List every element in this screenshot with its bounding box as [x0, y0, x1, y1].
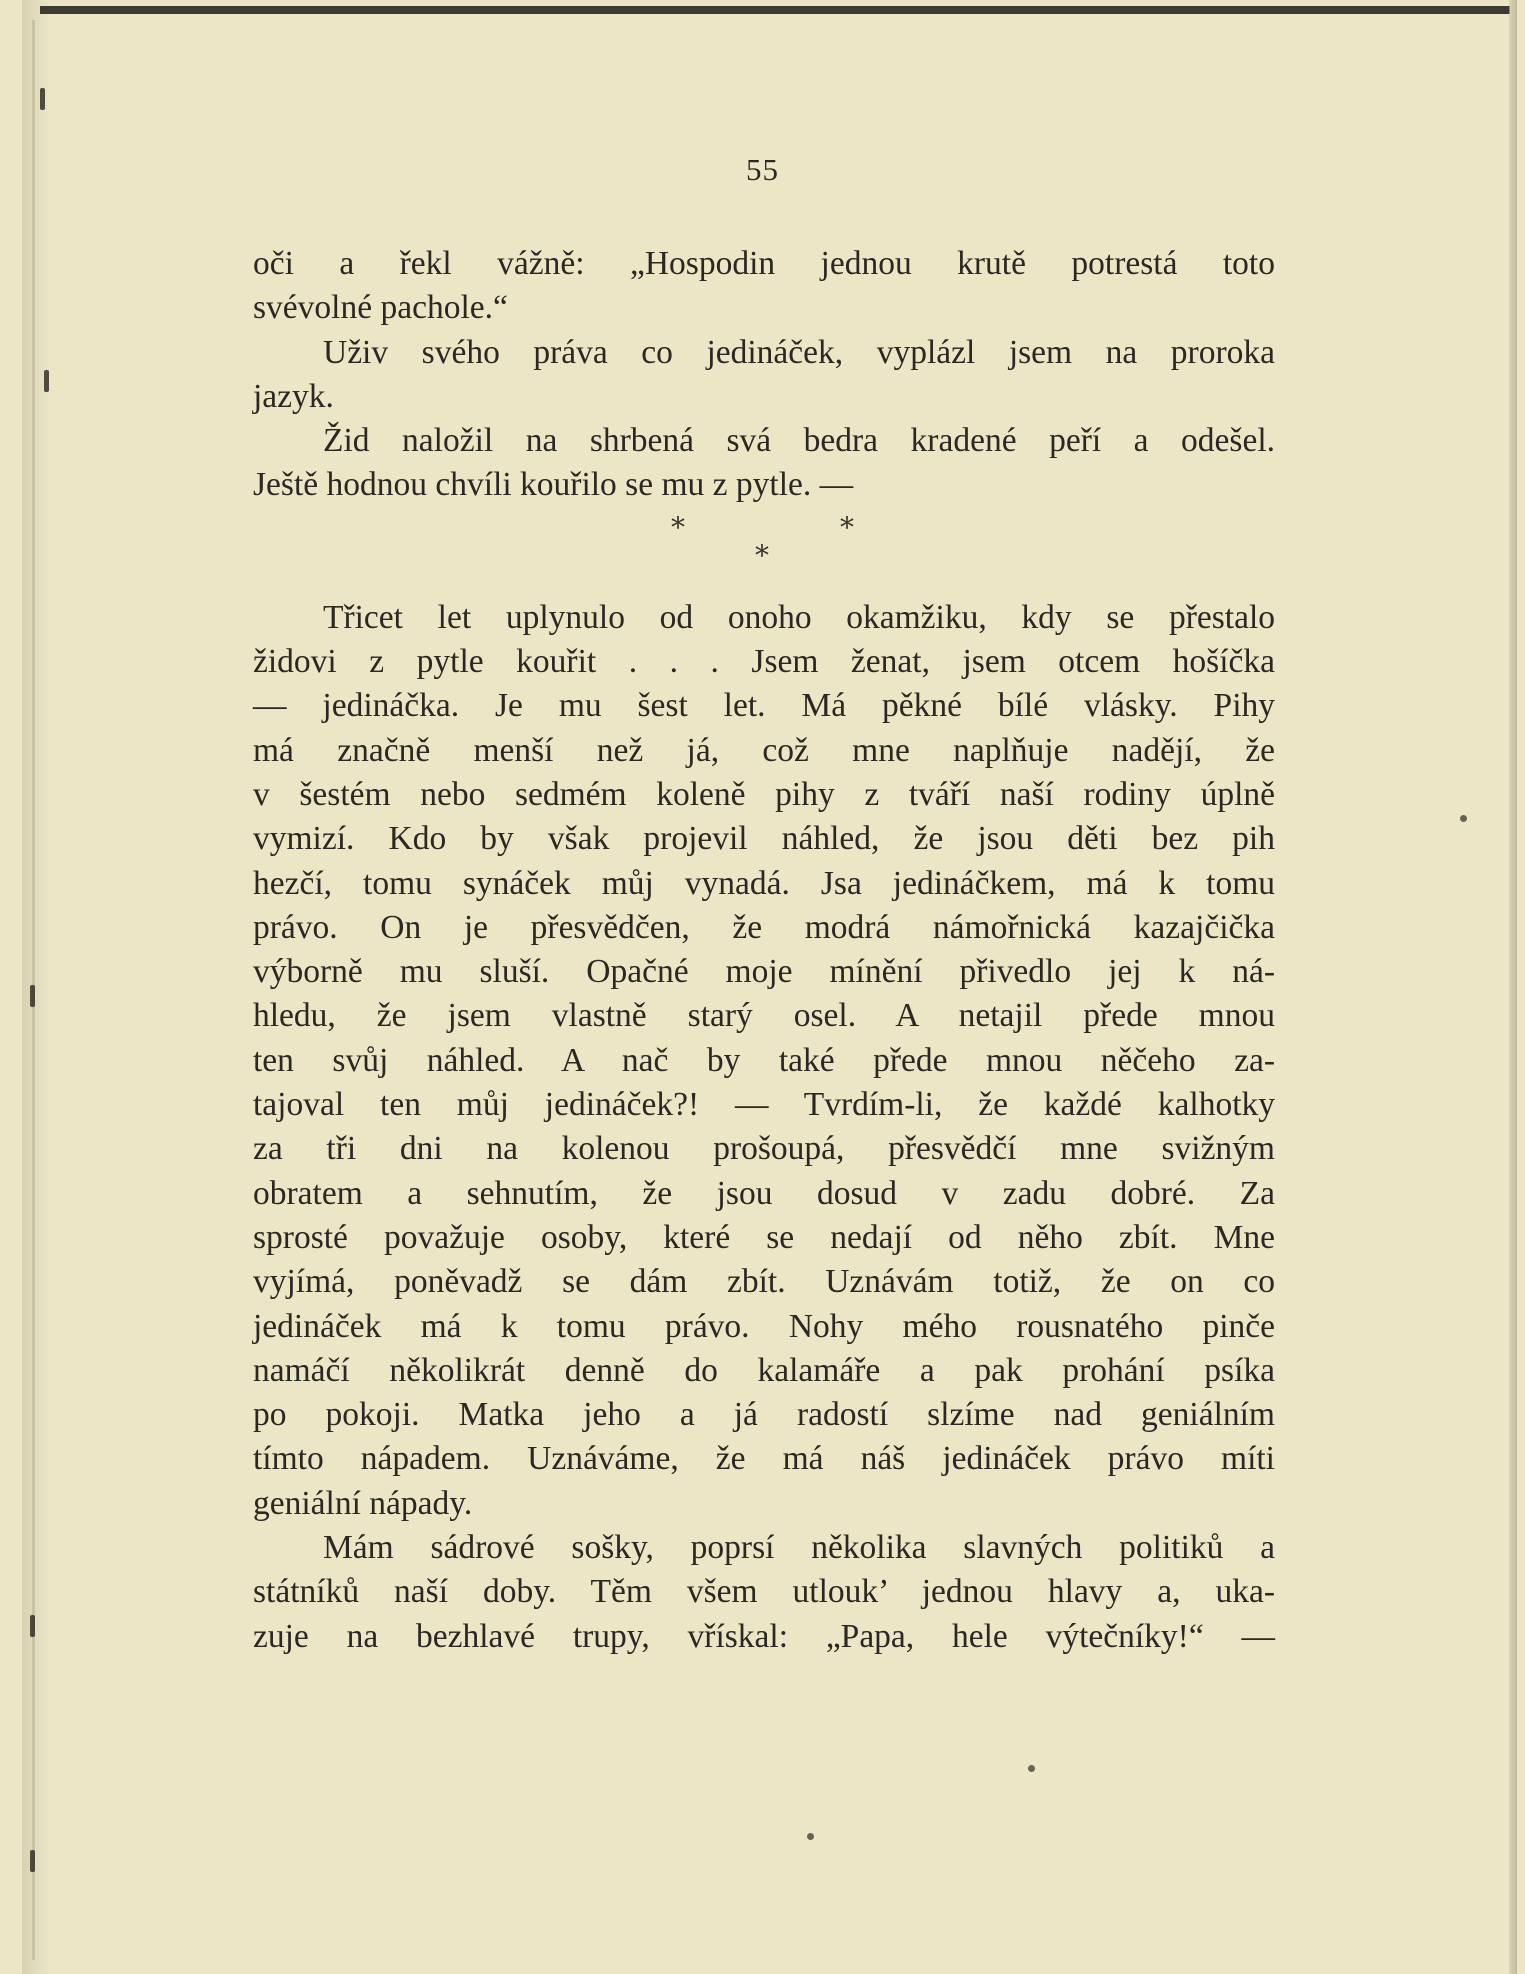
text-line: sprosté považuje osoby, které se nedají od něho zbít. Mne: [253, 1218, 1275, 1256]
text-line: po pokoji. Matka jeho a já radostí slzíme nad geniálním: [253, 1396, 1275, 1434]
text-line: židovi z pytle kouřit . . . Jsem ženat, jsem otcem hošíčka: [253, 643, 1275, 681]
text-line: jedináček má k tomu právo. Nohy mého rousnatého pinče: [253, 1307, 1275, 1345]
body-text: [253, 242, 1275, 1659]
text-line: zuje na bezhlavé trupy, vřískal: „Papa, hele výtečníky!“ —: [253, 1617, 1275, 1655]
text-line: vyjímá, poněvadž se dám zbít. Uznávám totiž, že on co: [253, 1263, 1275, 1301]
paragraphs-before-break: [253, 242, 1275, 508]
text-line: Mám sádrové sošky, poprsí několika slavných politiků a: [323, 1529, 1275, 1567]
text-line: Třicet let uplynulo od onoho okamžiku, kdy se přestalo: [323, 598, 1275, 636]
text-line: za tři dni na kolenou prošoupá, přesvědčí mne svižným: [253, 1130, 1275, 1168]
page-top-edge: [40, 6, 1510, 14]
text-line: Ještě hodnou chvíli kouřilo se mu z pytle. —: [253, 466, 854, 504]
asterism-icon: *: [671, 510, 685, 544]
page-right-edge: [1509, 0, 1517, 1974]
binding-thread-mark: [44, 370, 49, 392]
text-line: svévolné pachole.“: [253, 289, 508, 327]
text-line: má značně menší než já, což mne naplňuje nadějí, že: [253, 731, 1275, 769]
text-line: — jedináčka. Je mu šest let. Má pěkné bílé vlásky. Pihy: [253, 687, 1275, 725]
text-line: právo. On je přesvědčen, že modrá námořnická kazajčička: [253, 908, 1275, 946]
text-line: vymizí. Kdo by však projevil náhled, že jsou děti bez pih: [253, 820, 1275, 858]
text-line: v šestém nebo sedmém koleně pihy z tváří naší rodiny úplně: [253, 775, 1275, 813]
text-line: hledu, že jsem vlastně starý osel. A netajil přede mnou: [253, 997, 1275, 1035]
asterism-icon: *: [755, 538, 769, 572]
asterism-icon: *: [840, 510, 854, 544]
text-line: jazyk.: [253, 377, 334, 415]
binding-thread-mark: [30, 985, 35, 1007]
binding-thread-mark: [30, 1615, 35, 1637]
text-line: geniální nápady.: [253, 1484, 473, 1522]
text-line: tímto nápadem. Uznáváme, že má náš jedináček právo míti: [253, 1440, 1275, 1478]
text-line: namáčí několikrát denně do kalamáře a pak prohání psíka: [253, 1351, 1275, 1389]
text-line: hezčí, tomu synáček můj vynadá. Jsa jedináčkem, má k tomu: [253, 864, 1275, 902]
paragraphs-after-break: [253, 596, 1275, 1659]
text-line: výborně mu sluší. Opačné moje mínění přivedlo jej k ná-: [253, 953, 1275, 991]
text-line: státníků naší doby. Těm všem utlouk’ jednou hlavy a, uka-: [253, 1573, 1275, 1611]
ink-speck: [1460, 815, 1467, 822]
text-line: obratem a sehnutím, že jsou dosud v zadu dobré. Za: [253, 1174, 1275, 1212]
page-binding-shadow: [22, 0, 48, 1974]
section-break: [253, 508, 1275, 596]
text-line: oči a řekl vážně: „Hospodin jednou krutě potrestá toto: [253, 245, 1275, 282]
text-line: Žid naložil na shrbená svá bedra kradené peří a odešel.: [323, 422, 1275, 460]
page-number: 55: [746, 152, 779, 187]
binding-thread-mark: [30, 1850, 35, 1872]
text-line: tajoval ten můj jedináček?! — Tvrdím-li, že každé kalhotky: [253, 1086, 1275, 1124]
ink-speck: [1028, 1765, 1035, 1772]
text-line: ten svůj náhled. A nač by také přede mnou něčeho za-: [253, 1041, 1275, 1079]
binding-thread-mark: [40, 88, 45, 110]
text-line: Uživ svého práva co jedináček, vyplázl jsem na proroka: [323, 333, 1275, 371]
ink-speck: [807, 1833, 814, 1840]
